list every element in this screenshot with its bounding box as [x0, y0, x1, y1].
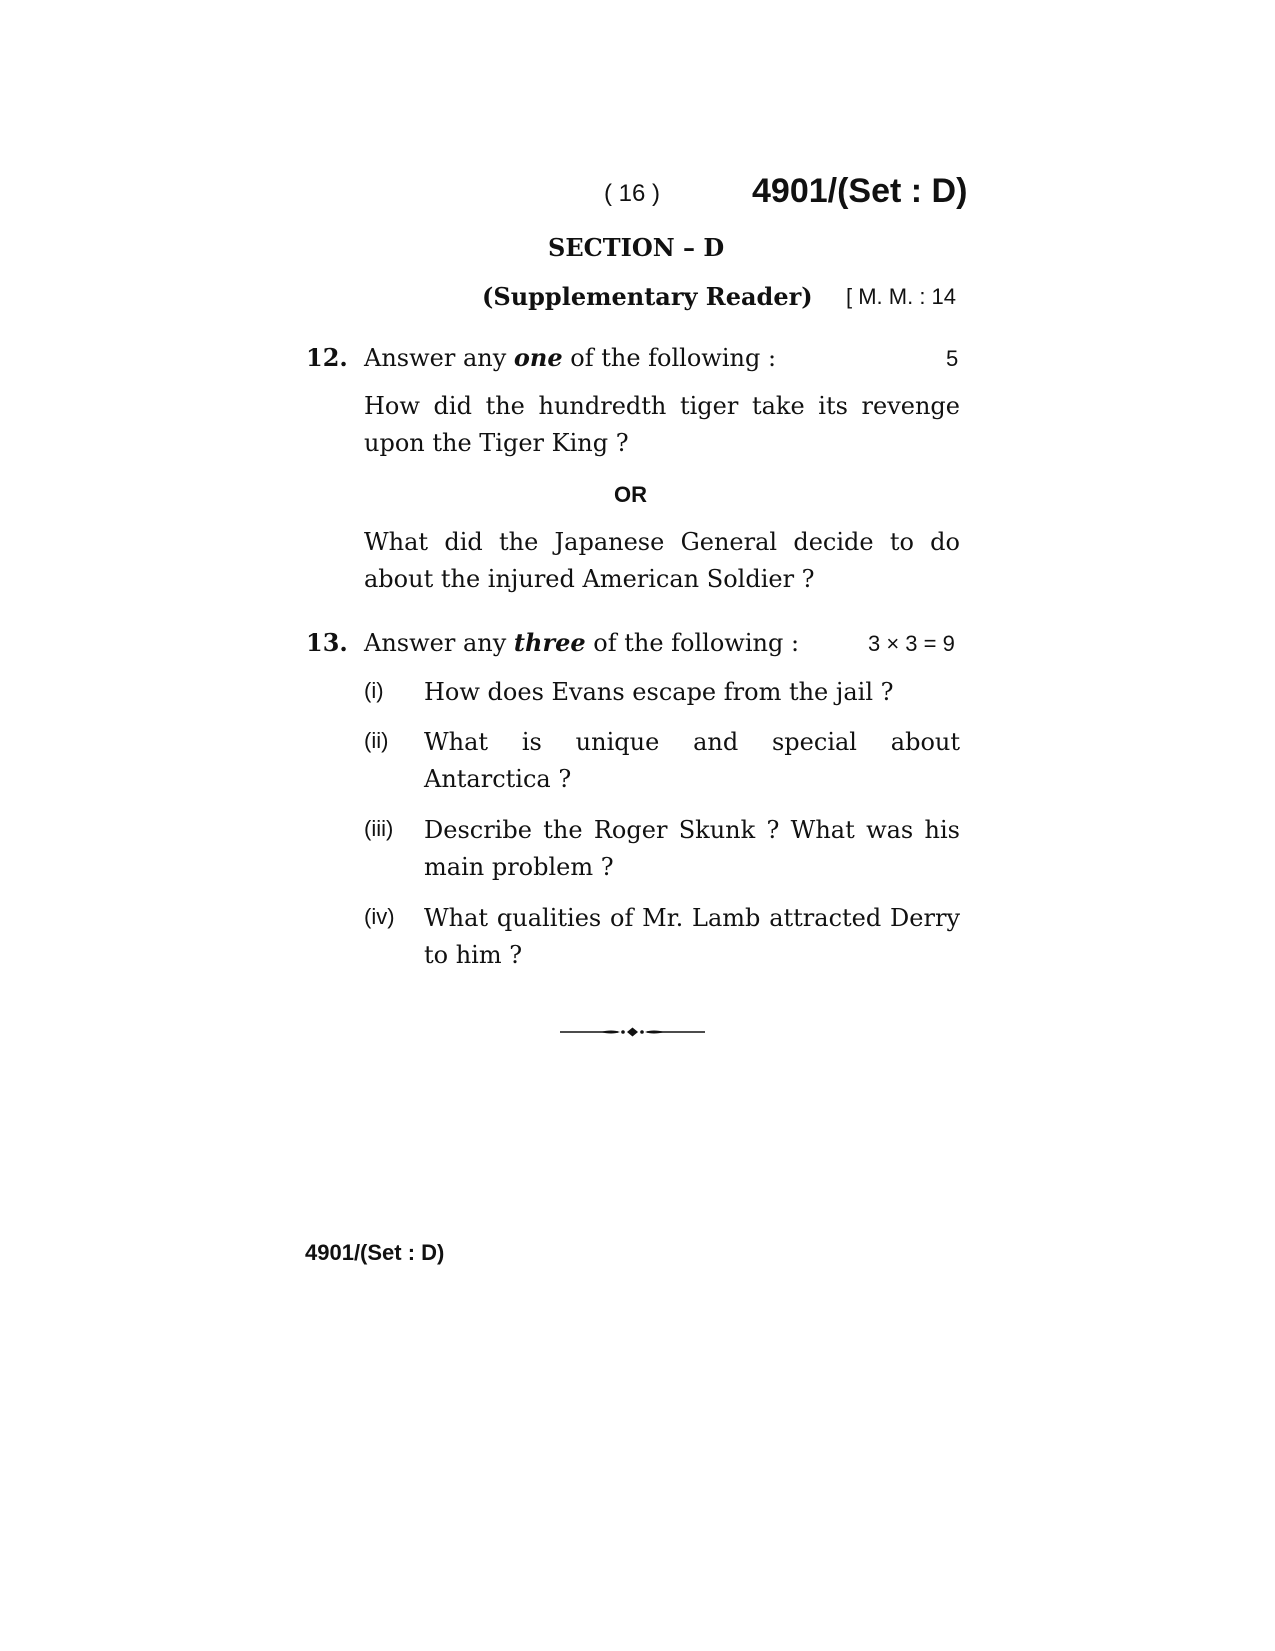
max-marks: [ M. M. : 14 [846, 284, 957, 309]
question-12-option-b: What did the Japanese General decide to do about the injured American Soldier ? [364, 528, 960, 593]
instruction-emphasis: one [513, 343, 563, 372]
instruction-prefix: Answer any [364, 344, 514, 372]
paper-code-header: 4901/(Set : D) [752, 172, 968, 210]
question-12-number: 12. [306, 343, 348, 372]
instruction-prefix: Answer any [364, 629, 514, 657]
or-separator: OR [614, 482, 647, 507]
section-subtitle: (Supplementary Reader) [482, 282, 813, 311]
question-12-instruction [364, 343, 776, 372]
ornament-divider [560, 1024, 705, 1040]
question-13-number: 13. [306, 628, 348, 657]
sub-question-label: (iv) [364, 904, 395, 929]
instruction-suffix: of the following : [562, 344, 777, 372]
sub-question-text: How does Evans escape from the jail ? [424, 678, 894, 706]
sub-question-label: (i) [364, 678, 384, 703]
sub-question-text: What qualities of Mr. Lamb attracted Derry to him ? [424, 904, 960, 969]
question-13-instruction [364, 628, 799, 657]
question-12-option-a: How did the hundredth tiger take its revenge upon the Tiger King ? [364, 392, 960, 457]
question-12-marks: 5 [946, 346, 959, 371]
sub-question-label: (ii) [364, 728, 389, 753]
instruction-emphasis: three [513, 628, 586, 657]
instruction-suffix: of the following : [585, 629, 800, 657]
sub-question-text: Describe the Roger Skunk ? What was his main problem ? [424, 816, 960, 881]
section-title: SECTION – D [548, 233, 725, 262]
page-number: ( 16 ) [604, 180, 661, 207]
sub-question-text: What is unique and special about Antarctica ? [424, 728, 960, 793]
question-13-marks: 3 × 3 = 9 [868, 631, 955, 656]
sub-question-label: (iii) [364, 816, 394, 841]
paper-code-footer: 4901/(Set : D) [305, 1240, 445, 1265]
